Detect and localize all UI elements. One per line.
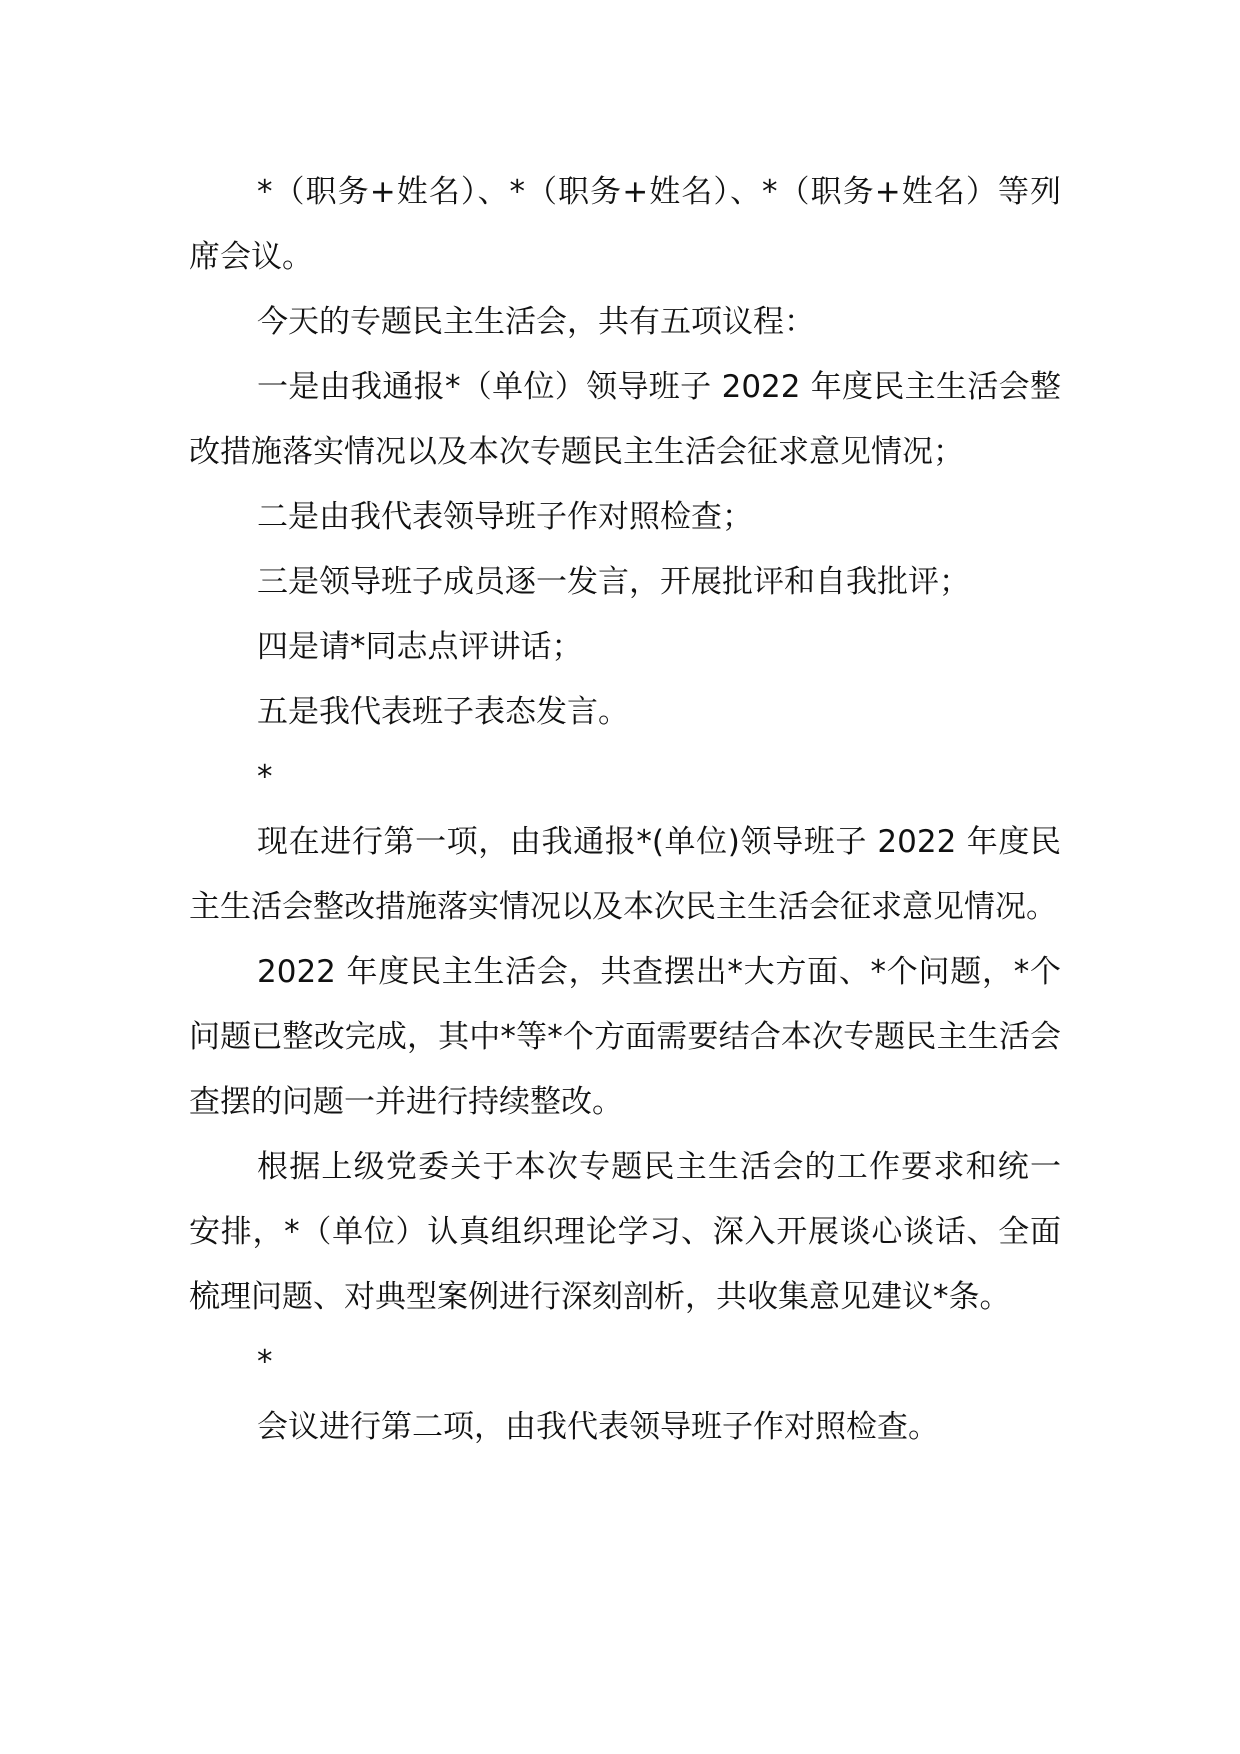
paragraph-attendees: *（职务+姓名）、*（职务+姓名）、*（职务+姓名）等列席会议。 [189, 174, 1061, 275]
paragraph-2022-summary: 2022 年度民主生活会，共查摆出*大方面、*个问题，*个问题已整改完成，其中*等*个方面需要结合本次专题民主生活会查摆的问题一并进行持续整改。 [189, 954, 1061, 1120]
paragraph-agenda-item-3: 三是领导班子成员逐一发言，开展批评和自我批评； [257, 564, 970, 600]
paragraph-agenda-item-4: 四是请*同志点评讲话； [257, 629, 583, 665]
paragraph-opinions-collected: 根据上级党委关于本次专题民主生活会的工作要求和统一安排，*（单位）认真组织理论学习、深入开展谈心谈话、全面梳理问题、对典型案例进行深刻剖析，共收集意见建议*条。 [189, 1149, 1061, 1315]
paragraph-agenda-item-2: 二是由我代表领导班子作对照检查； [257, 499, 753, 535]
paragraph-item-one-report: 现在进行第一项，由我通报*(单位)领导班子 2022 年度民主生活会整改措施落实情况以及本次民主生活会征求意见情况。 [189, 824, 1061, 925]
paragraph-agenda-item-5: 五是我代表班子表态发言。 [257, 694, 629, 730]
paragraph-agenda-item-1: 一是由我通报*（单位）领导班子 2022 年度民主生活会整改措施落实情况以及本次专题民主生活会征求意见情况； [189, 369, 1061, 470]
paragraph-agenda-intro: 今天的专题民主生活会，共有五项议程： [257, 304, 815, 340]
section-separator: * [257, 759, 273, 795]
section-separator: * [257, 1344, 273, 1380]
paragraph-item-two: 会议进行第二项，由我代表领导班子作对照检查。 [257, 1409, 939, 1445]
document-page [189, 160, 1061, 1460]
